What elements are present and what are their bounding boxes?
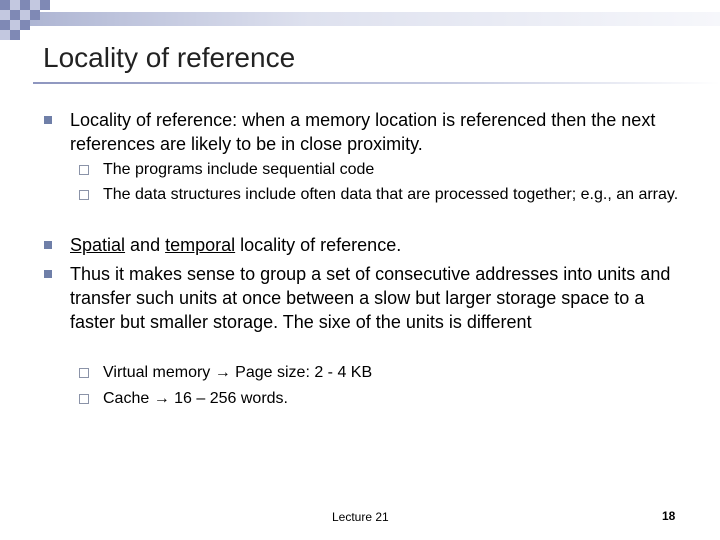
bullet-text: Thus it makes sense to group a set of consecutive addresses into units and transfer such units at once between a slow but larger storage space to a faster but smaller storage. The sixe of the units is different <box>70 264 671 332</box>
hollow-square-icon <box>79 368 89 378</box>
square-bullet-icon <box>44 241 52 249</box>
bullet-text-connector: and <box>125 235 166 255</box>
hollow-square-icon <box>79 190 89 200</box>
bullet-text: locality of reference. <box>235 235 402 255</box>
sub-bullet-cache <box>103 387 693 411</box>
bullet-item-locality <box>70 108 690 156</box>
sub-bullet-text: Virtual memory <box>103 364 215 381</box>
sub-bullet-text: The data structures include often data that are processed together; e.g., an array. <box>103 186 679 203</box>
underlined-term-temporal: temporal <box>165 235 236 255</box>
slide-title: Locality of reference <box>43 42 296 73</box>
sub-bullet-text: Cache <box>103 390 154 407</box>
sub-bullet-sequential <box>103 158 693 182</box>
sub-bullet-text: The programs include sequential code <box>103 161 375 178</box>
square-bullet-icon <box>44 116 52 124</box>
slide-footer: Lecture 21 <box>332 510 389 524</box>
hollow-square-icon <box>79 165 89 175</box>
right-arrow-icon: → <box>214 364 231 381</box>
bullet-item-spatial-temporal <box>70 233 690 257</box>
sub-bullet-data-structures <box>103 183 693 207</box>
hollow-square-icon <box>79 394 89 404</box>
underlined-term-spatial: Spatial <box>70 235 126 255</box>
sub-bullet-virtual-memory <box>103 361 693 385</box>
title-underline <box>33 82 720 84</box>
page-number: 18 <box>662 509 676 523</box>
bullet-text: Locality of reference: when a memory location is referenced then the next references are likely to be in close proximity. <box>70 110 656 154</box>
sub-bullet-text: Page size: 2 - 4 KB <box>230 364 373 381</box>
bullet-item-grouping <box>70 262 690 334</box>
square-bullet-icon <box>44 270 52 278</box>
right-arrow-icon: → <box>153 390 170 407</box>
sub-bullet-text: 16 – 256 words. <box>169 390 288 407</box>
